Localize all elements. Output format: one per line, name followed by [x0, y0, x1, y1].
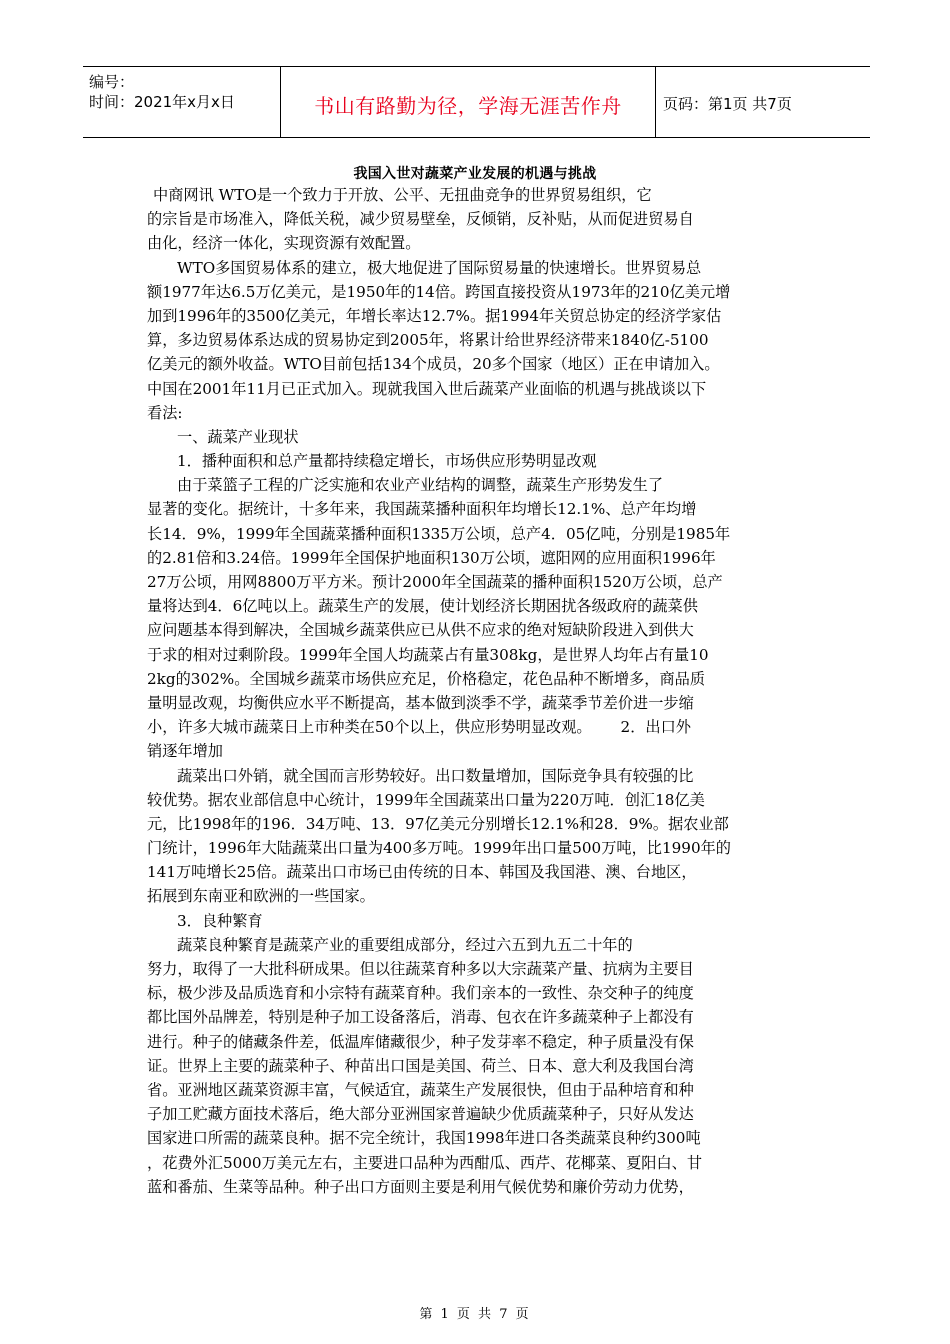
- body-line: 长14．9%，1999年全国蔬菜播种面积1335万公顷，总产4．05亿吨，分别是1985年: [147, 524, 731, 543]
- page-header: [83, 66, 870, 138]
- body-line: 量明显改观，均衡供应水平不断提高，基本做到淡季不学，蔬菜季节差价进一步缩: [147, 693, 694, 712]
- body-line: 努力，取得了一大批科研成果。但以往蔬菜育种多以大宗蔬菜产量、抗病为主要目: [147, 960, 694, 978]
- body-line: 销逐年增加: [147, 742, 223, 761]
- body-line: 中商网讯 WTO是一个致力于开放、公平、无扭曲竞争的世界贸易组织，它: [153, 186, 652, 204]
- subsection-heading: 3．良种繁育: [177, 911, 263, 930]
- header-page-cell: [655, 67, 870, 137]
- body-line: 亿美元的额外收益。WTO目前包括134个成员，20多个国家（地区）正在申请加入。: [147, 355, 720, 374]
- body-line: 141万吨增长25倍。蔬菜出口市场已由传统的日本、韩国及我国港、澳、台地区，: [147, 863, 697, 882]
- body-line: 的2.81倍和3.24倍。1999年全国保护地面积130万公顷，遮阳网的应用面积1996年: [147, 548, 716, 567]
- body-line: ，花费外汇5000万美元左右，主要进口品种为西酣瓜、西芹、花椰菜、夏阳白、甘: [147, 1153, 703, 1172]
- body-line: 额1977年达6.5万亿美元，是1950年的14倍。跨国直接投资从1973年的210亿美元增: [147, 282, 731, 301]
- body-line: 小，许多大城市蔬菜日上市种类在50个以上，供应形势明显改观。 2．出口外: [147, 718, 691, 737]
- body-line: 加到1996年的3500亿美元，年增长率达12.7%。据1994年关贸总协定的经济学家估: [147, 306, 722, 325]
- body-line: 省。亚洲地区蔬菜资源丰富，气候适宜，蔬菜生产发展很快，但由于品种培育和种: [147, 1080, 694, 1099]
- header-motto: 书山有路勤为径，学海无涯苦作舟: [314, 94, 622, 118]
- body-line: 蔬菜出口外销，就全国而言形势较好。出口数量增加，国际竞争具有较强的比: [177, 766, 694, 785]
- body-line: 应问题基本得到解决，全国城乡蔬菜供应已从供不应求的绝对短缺阶段进入到供大: [147, 621, 694, 640]
- body-line: 于求的相对过剩阶段。1999年全国人均蔬菜占有量308kg，是世界人均年占有量10: [147, 645, 709, 664]
- document-number-label: 编号：: [89, 73, 135, 91]
- body-line: 标，极少涉及品质选育和小宗特有蔬菜育种。我们亲本的一致性、杂交种子的纯度: [147, 984, 694, 1003]
- body-line: 算，多边贸易体系达成的贸易协定到2005年，将累计给世界经济带来1840亿-5100: [147, 331, 709, 350]
- body-line: 门统计，1996年大陆蔬菜出口量为400多万吨。1999年出口量500万吨，比1990年的: [147, 839, 731, 858]
- body-line: 的宗旨是市场准入，降低关税，减少贸易壁垒，反倾销，反补贴，从而促进贸易自: [147, 210, 694, 229]
- body-line: 2kg的302%。全国城乡蔬菜市场供应充足，价格稳定，花色品种不断增多，商品质: [147, 669, 706, 688]
- body-line: 较优势。据农业部信息中心统计，1999年全国蔬菜出口量为220万吨．创汇18亿美: [147, 790, 705, 809]
- body-line: 由于菜篮子工程的广泛实施和农业产业结构的调整，蔬菜生产形势发生了: [177, 476, 663, 495]
- body-line: 量将达到4．6亿吨以上。蔬菜生产的发展，使计划经济长期困扰各级政府的蔬菜供: [147, 597, 698, 616]
- body-line: WTO多国贸易体系的建立，极大地促进了国际贸易量的快速增长。世界贸易总: [177, 258, 702, 277]
- body-line: 27万公顷，用网8800万平方米。预计2000年全国蔬菜的播种面积1520万公顷，总产: [147, 573, 723, 591]
- body-line: 证。世界上主要的蔬菜种子、种苗出口国是美国、荷兰、日本、意大利及我国台湾: [147, 1056, 694, 1075]
- body-line: 由化，经济一体化，实现资源有效配置。: [147, 234, 421, 253]
- body-line: 国家进口所需的蔬菜良种。据不完全统计，我国1998年进口各类蔬菜良种约300吨: [147, 1129, 701, 1148]
- body-line: 中国在2001年11月已正式加入。现就我国入世后蔬菜产业面临的机遇与挑战谈以下: [147, 379, 707, 398]
- body-line: 显著的变化。据统计，十多年来，我国蔬菜播种面积年均增长12.1%、总产年均增: [147, 500, 697, 519]
- document-body: [147, 183, 787, 1199]
- section-heading: 一、蔬菜产业现状: [177, 427, 299, 446]
- subsection-heading: 1．播种面积和总产量都持续稳定增长，市场供应形势明显改观: [177, 452, 597, 471]
- body-line: 子加工贮藏方面技术落后，绝大部分亚洲国家普遍缺少优质蔬菜种子，只好从发达: [147, 1105, 694, 1124]
- header-meta-cell: [83, 67, 280, 137]
- page-footer: 第 1 页 共 7 页: [419, 1307, 531, 1322]
- header-motto-cell: [280, 67, 656, 137]
- body-line: 元，比1998年的196．34万吨、13．97亿美元分别增长12.1%和28．9%。据农业部: [147, 814, 729, 833]
- body-line: 看法:: [147, 403, 183, 422]
- document-time-label: 时间：2021年x月x日: [89, 93, 235, 111]
- body-line: 拓展到东南亚和欧洲的一些国家。: [147, 887, 375, 906]
- body-line: 都比国外品牌差，特别是种子加工设备落后，消毒、包衣在许多蔬菜种子上都没有: [147, 1008, 694, 1027]
- body-line: 蔬菜良种繁育是蔬菜产业的重要组成部分，经过六五到九五二十年的: [177, 935, 633, 954]
- body-line: 进行。种子的储藏条件差，低温库储藏很少，种子发芽率不稳定，种子质量没有保: [147, 1032, 694, 1051]
- header-page-info: 页码：第1页 共7页: [663, 95, 792, 113]
- document-title: 我国入世对蔬菜产业发展的机遇与挑战: [353, 166, 597, 182]
- body-line: 蓝和番茄、生菜等品种。种子出口方面则主要是利用气候优势和廉价劳动力优势，: [147, 1177, 694, 1196]
